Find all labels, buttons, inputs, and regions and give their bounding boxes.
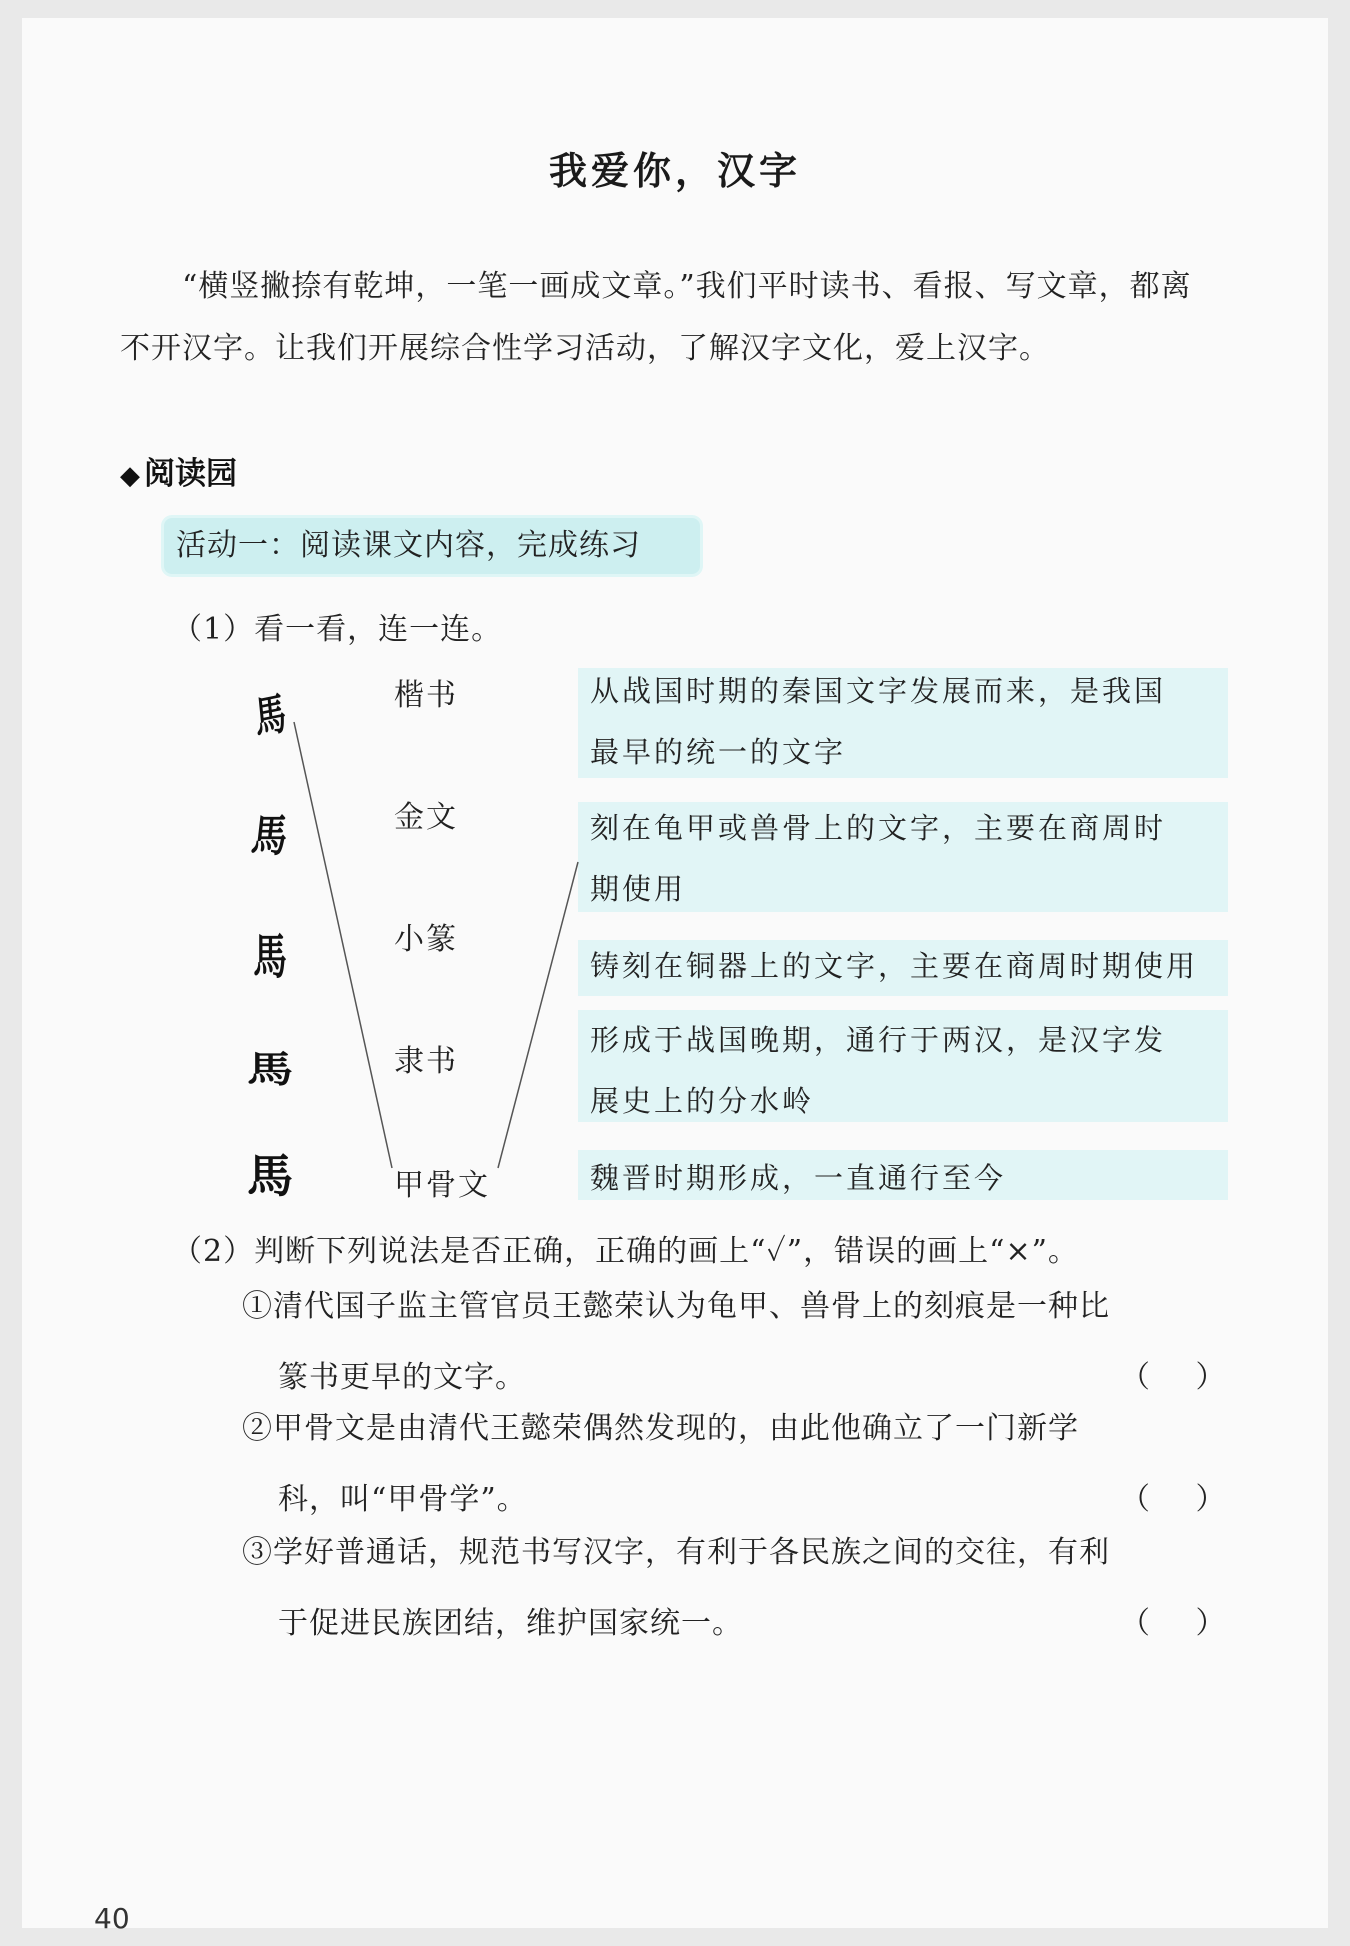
script-name-jinwen: 金文 [394,800,458,835]
section-label: 阅读园 [144,456,237,492]
answer-blank-2[interactable]: （ ） [1120,1482,1226,1517]
description-2: 刻在龟甲或兽骨上的文字，主要在商周时 期使用 [590,811,1167,906]
diamond-icon: ◆ [120,461,140,491]
intro-paragraph: “横竖撇捺有乾坤，一笔一画成文章。”我们平时读书、看报、写文章，都离不开汉字。让我们开展综合性学习活动，了解汉字文化，爱上汉字。 [120,269,1192,366]
statement-1: ①清代国子监主管官员王懿荣认为龟甲、兽骨上的刻痕是一种比 [242,1289,1110,1324]
statement-3-cont: 于促进民族团结，维护国家统一。 [278,1606,743,1641]
description-3: 铸刻在铜器上的文字，主要在商周时期使用 [590,949,1199,983]
statement-1-cont: 篆书更早的文字。 [278,1360,526,1395]
bronze-horse-glyph: 馬 [249,811,290,862]
script-name-kaishu: 楷书 [394,678,458,713]
statement-2: ②甲骨文是由清代王懿荣偶然发现的，由此他确立了一门新学 [242,1411,1079,1446]
clerical-horse-glyph: 馬 [247,1047,293,1091]
match-line-oracle-jiaguwen [294,722,392,1168]
description-4: 形成于战国晚期，通行于两汉，是汉字发 展史上的分水岭 [590,1023,1167,1118]
question-2-label: （2）判断下列说法是否正确，正确的画上“✓”，错误的画上“×”。 [172,1234,1079,1269]
statement-2-cont: 科，叫“甲骨学”。 [278,1482,528,1517]
page-title: 我爱你，汉字 [548,149,801,193]
script-name-jiaguwen: 甲骨文 [394,1168,490,1203]
seal-horse-glyph: 馬 [253,929,287,985]
oracle-bone-horse-glyph: 馬 [252,688,289,745]
match-line-jiaguwen-description [498,862,578,1168]
statement-3: ③学好普通话，规范书写汉字，有利于各民族之间的交往，有利 [242,1535,1110,1570]
answer-blank-3[interactable]: （ ） [1120,1606,1226,1641]
script-name-xiaozhuan: 小篆 [394,922,458,957]
script-name-lishu: 隶书 [394,1044,458,1079]
regular-horse-glyph: 馬 [247,1149,293,1203]
page-number: 40 [94,1902,130,1935]
description-1: 从战国时期的秦国文字发展而来，是我国 最早的统一的文字 [590,674,1167,769]
description-5: 魏晋时期形成，一直通行至今 [590,1161,1007,1195]
answer-blank-1[interactable]: （ ） [1120,1360,1226,1395]
activity-banner: 活动一：阅读课文内容，完成练习 [164,518,700,574]
question-1-label: （1）看一看，连一连。 [172,612,503,647]
